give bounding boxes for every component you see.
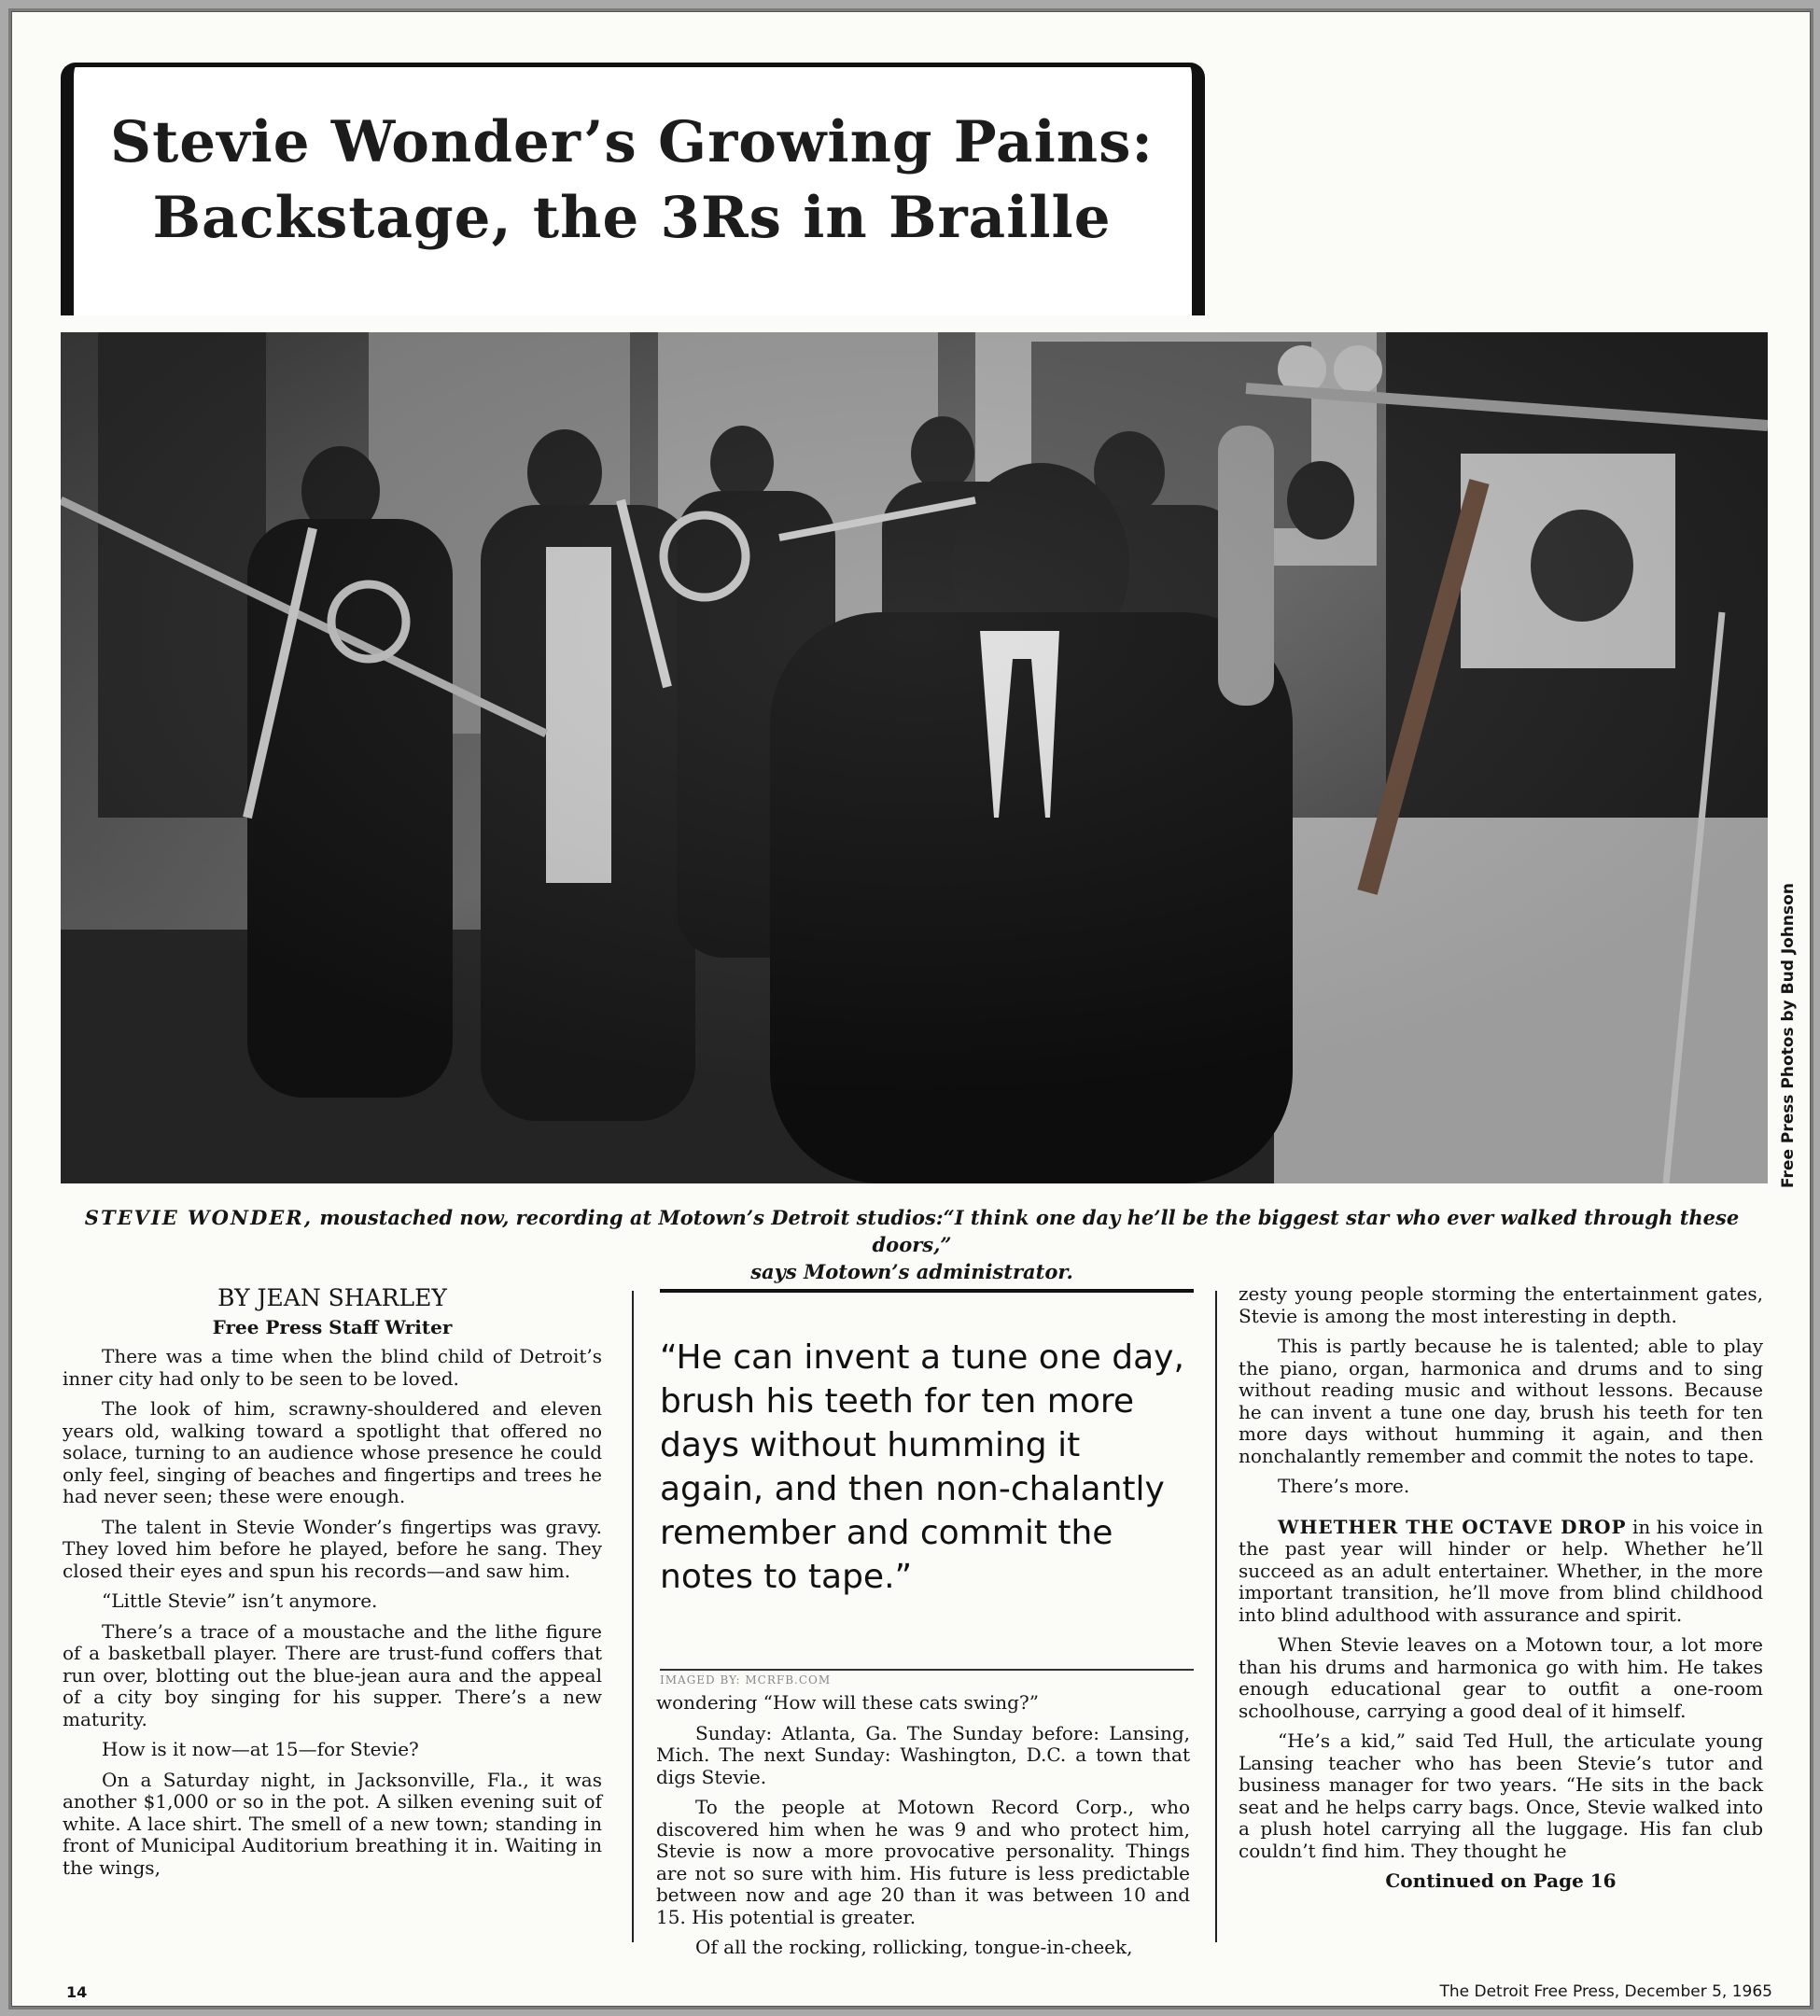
imaged-by-credit: IMAGED BY: MCRFB.COM [660,1673,832,1687]
section-paragraph [1239,1517,1763,1627]
article-column-1 [63,1283,602,1887]
paragraph: To the people at Motown Record Corp., who discovered him when he was 9 and who protect him, Stevie is now a more provocative personality. Things are not so sure with him. His future is less predictable between now and age 20 than it was between 10 and 15. His potential is greater. [656,1796,1190,1928]
article-column-3 [1239,1283,1763,1901]
article-column-2 [656,1692,1190,1967]
caption-lead: STEVIE WONDER, [84,1206,314,1229]
paragraph: There was a time when the blind child of Detroit’s inner city had only to be seen to be loved. [63,1345,602,1390]
pullquote-top-rule [660,1289,1194,1293]
paragraph: This is partly because he is talented; able to play the piano, organ, harmonica and drums and to sing without reading music and without lessons. Because he can invent a tune one day, brush his teeth for ten more days without humming it again, and then nonchalantly remember and commit the notes to tape. [1239,1335,1763,1467]
photo-credit: Free Press Photos by Bud Johnson [1779,883,1798,1188]
paragraph: How is it now—at 15—for Stevie? [102,1738,419,1760]
byline: BY JEAN SHARLEY [217,1284,447,1311]
paragraph: “He’s a kid,” said Ted Hull, the articulate young Lansing teacher who has been Stevie’s tutor and business manager for two years. “He sits in the back seat and he helps carry bags. Once, Stevie walked into a plush hotel carrying all the luggage. His fan club couldn’t find him. They thought he [1239,1729,1763,1862]
headline-line-2: Backstage, the 3Rs in Braille [152,185,1112,251]
paragraph: When Stevie leaves on a Motown tour, a lot more than his drums and harmonica go with him. He takes enough educational gear to outfit a one-room schoolhouse, carrying a good deal of it himself. [1239,1633,1763,1722]
page-number: 14 [66,1983,88,2001]
pullquote-bottom-rule [660,1669,1194,1671]
column-rule-1 [632,1291,634,1942]
caption-text: moustached now, recording at Motown’s Detroit studios:“I think one day he’ll be the biggest star who ever walked through these doors,” [313,1206,1740,1256]
paragraph: There’s more. [1278,1475,1410,1497]
paragraph: The talent in Stevie Wonder’s fingertips was gravy. They loved him before he played, before he sang. They closed their eyes and spun his records—and saw him. [63,1515,602,1582]
continued-link: Continued on Page 16 [1385,1869,1617,1892]
paragraph: Of all the rocking, rollicking, tongue-in-cheek, [695,1936,1133,1958]
paragraph: On a Saturday night, in Jacksonville, Fla., it was another $1,000 or so in the pot. A silken evening suit of white. A lace shirt. The smell of a new town; standing in front of Municipal Auditorium breathing it in. Waiting in the wings, [63,1768,602,1879]
photo-caption [63,1204,1761,1285]
section-text: in his voice in the past year will hinder or help. Whether he’ll succeed as an adult entertainer. Whether, in the more important transition, he’ll move from blind childhood into blind adulthood with assurance and spirit. [1239,1515,1763,1626]
newspaper-page [11,11,1811,2007]
byline-role: Free Press Staff Writer [212,1316,453,1338]
column-rule-2 [1215,1291,1217,1942]
caption-line-2: says Motown’s administrator. [750,1260,1073,1283]
headline-line-1: Stevie Wonder’s Growing Pains: [110,109,1154,175]
paragraph: Sunday: Atlanta, Ga. The Sunday before: Lansing, Mich. The next Sunday: Washington, D.C. a town that digs Stevie. [656,1721,1190,1788]
publication-dateline: The Detroit Free Press, December 5, 1965 [1439,1982,1772,2001]
paragraph: There’s a trace of a moustache and the lithe figure of a basketball player. There are trust-fund coffers that run over, blotting out the blue-jean aura and the appeal of a city boy singing for his supper. There’s a new maturity. [63,1619,602,1730]
pullquote: “He can invent a tune one day, brush his teeth for ten more days without humming it again, and then non-chalantly remember and commit the notes to tape.” [660,1338,1184,1596]
headline-box [61,63,1205,315]
paragraph: wondering “How will these cats swing?” [656,1691,1039,1714]
paragraph: “Little Stevie” isn’t anymore. [102,1589,378,1612]
paragraph: zesty young people storming the entertainment gates, Stevie is among the most interesting in depth. [1239,1282,1763,1327]
paragraph: The look of him, scrawny-shouldered and eleven years old, walking toward a spotlight that offered no solace, turning to an audience whose presence he could only feel, singing of beaches and fingertips and trees he had never seen; these were enough. [63,1397,602,1507]
photo-illustration [61,332,1768,1183]
section-lead: WHETHER THE OCTAVE DROP [1278,1515,1627,1538]
headline [100,105,1164,256]
recording-studio-photo [61,332,1768,1183]
